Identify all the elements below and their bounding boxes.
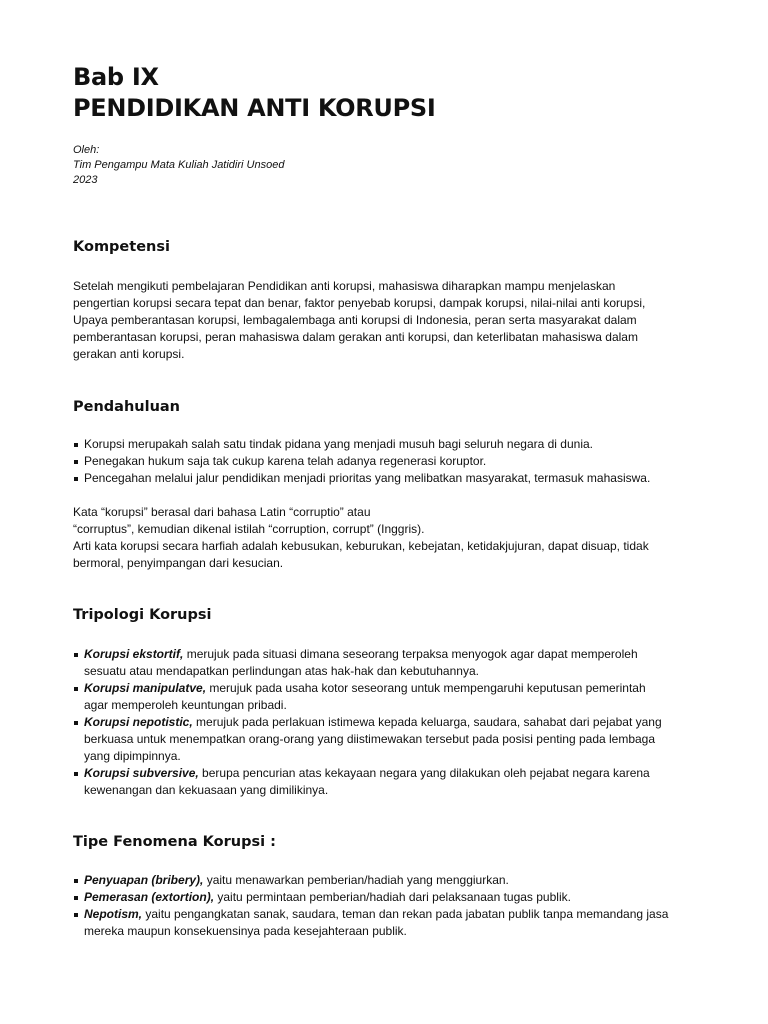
list-item: Penyuapan (bribery), yaitu menawarkan pemberian/hadiah yang menggiurkan. [73,872,698,889]
author-line: Tim Pengampu Mata Kuliah Jatidiri Unsoed [73,159,285,171]
tripologi-list [73,646,698,799]
list-item: Korupsi manipulatve, merujuk pada usaha kotor seseorang untuk mempengaruhi keputusan pemerintah agar memperoleh keuntungan pribadi. [73,680,698,714]
bullet-icon [74,721,78,725]
pendahuluan-paragraph [73,504,698,572]
section-heading-pendahuluan: Pendahuluan [73,399,180,415]
section-heading-kompetensi: Kompetensi [73,239,170,255]
list-item: Nepotism, yaitu pengangkatan sanak, saudara, teman dan rekan pada jabatan publik tanpa memandang jasa mereka maupun konsekuensinya pada kesejahteraan publik. [73,906,698,940]
paragraph-line: Setelah mengikuti pembelajaran Pendidikan anti korupsi, mahasiswa diharapkan mampu menjelaskan [73,279,616,293]
list-item: Penegakan hukum saja tak cukup karena telah adanya regenerasi koruptor. [73,453,698,470]
kompetensi-paragraph [73,278,698,363]
document-title: PENDIDIKAN ANTI KORUPSI [73,94,436,122]
paragraph-line: Upaya pemberantasan korupsi, lembagalembaga anti korupsi di Indonesia, peran serta masyarakat dalam [73,313,637,327]
pendahuluan-list [73,436,698,487]
list-item: Korupsi subversive, berupa pencurian atas kekayaan negara yang dilakukan oleh pejabat negara karena kewenangan dan kekuasaan yang dimilikinya. [73,765,698,799]
paragraph-line: gerakan anti korupsi. [73,347,185,361]
section-heading-tipe-fenomena: Tipe Fenomena Korupsi : [73,834,276,850]
paragraph-line: “corruptus”, kemudian dikenal istilah “corruption, corrupt” (Inggris). [73,522,425,536]
author-line: 2023 [73,174,98,186]
paragraph-line: Kata “korupsi” berasal dari bahasa Latin “corruptio” atau [73,505,371,519]
paragraph-line: pengertian korupsi secara tepat dan benar, faktor penyebab korupsi, dampak korupsi, nilai-nilai anti korupsi, [73,296,646,310]
bullet-icon [74,687,78,691]
list-item: Korupsi merupakah salah satu tindak pidana yang menjadi musuh bagi seluruh negara di dunia. [73,436,698,453]
paragraph-line: Arti kata korupsi secara harfiah adalah kebusukan, keburukan, kebejatan, ketidakjujuran, dapat disuap, tidak [73,539,649,553]
list-item: Korupsi ekstortif, merujuk pada situasi dimana seseorang terpaksa menyogok agar dapat memperoleh sesuatu atau mendapatkan perlindungan atas hak-hak dan kebutuhannya. [73,646,698,680]
tipe-list [73,872,698,940]
bullet-icon [74,879,78,883]
document-page [73,62,698,188]
author-block [73,143,698,188]
list-item: Korupsi nepotistic, merujuk pada perlakuan istimewa kepada keluarga, saudara, sahabat dari pejabat yang berkuasa untuk menempatkan orang-orang yang diistimewakan tersebut pada posisi penting pada lembaga yang dipimpinnya. [73,714,698,765]
bullet-icon [74,443,78,447]
section-heading-tripologi: Tripologi Korupsi [73,607,212,623]
list-item: Pencegahan melalui jalur pendidikan menjadi prioritas yang melibatkan masyarakat, termasuk mahasiswa. [73,470,698,487]
author-line: Oleh: [73,144,100,156]
bullet-icon [74,772,78,776]
paragraph-line: bermoral, penyimpangan dari kesucian. [73,556,284,570]
bullet-icon [74,913,78,917]
bullet-icon [74,460,78,464]
chapter-label: Bab IX [73,63,159,91]
paragraph-line: pemberantasan korupsi, peran mahasiswa dalam gerakan anti korupsi, dan keterlibatan mahasiswa dalam [73,330,638,344]
bullet-icon [74,896,78,900]
list-item: Pemerasan (extortion), yaitu permintaan pemberian/hadiah dari pelaksanaan tugas publik. [73,889,698,906]
bullet-icon [74,653,78,657]
bullet-icon [74,477,78,481]
